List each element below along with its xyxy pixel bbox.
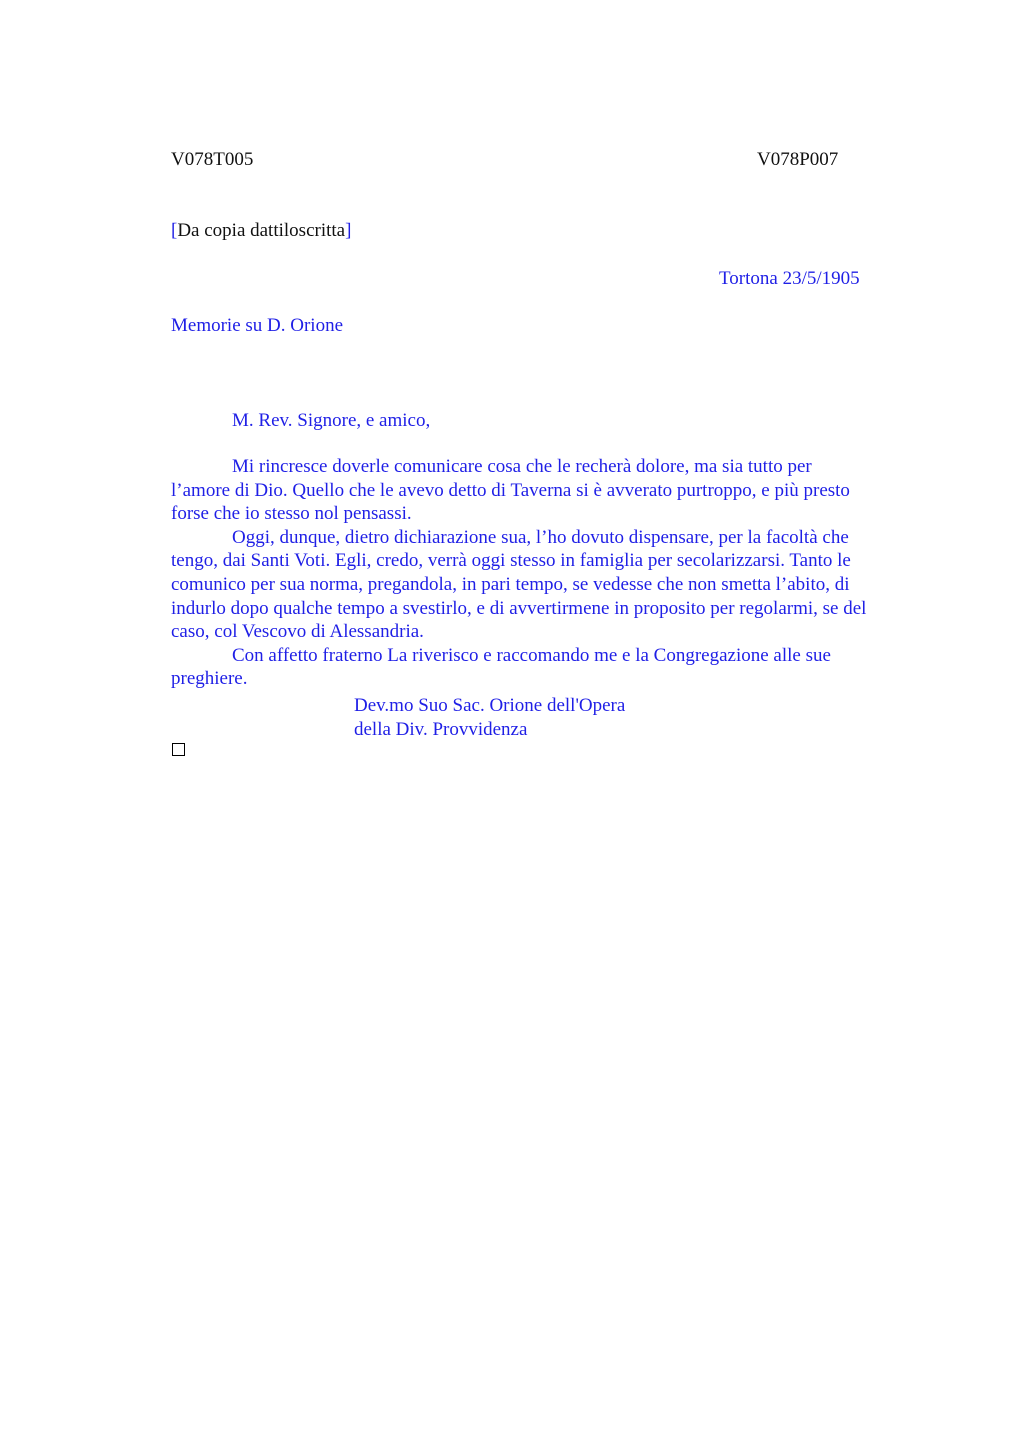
paragraph-2-line-1: Oggi, dunque, dietro dichiarazione sua, l’ho dovuto dispensare, per la facoltà che [232,526,849,548]
document-code-left: V078T005 [171,149,254,170]
paragraph-1-line-2: l’amore di Dio. Quello che le avevo detto di Taverna si è avverato purtroppo, e più presto [171,479,850,501]
signature-line-1: Dev.mo Suo Sac. Orione dell'Opera [354,695,626,716]
signature-line-2: della Div. Provvidenza [354,719,528,740]
paragraph-1 [171,455,931,526]
paragraph-2-line-3: comunico per sua norma, pregandola, in pari tempo, se vedesse che non smetta l’abito, di [171,573,850,595]
end-marker-box-icon [172,743,185,756]
paragraph-1-line-3: forse che io stesso nol pensassi. [171,503,412,525]
letter-body [171,455,931,691]
source-note-open-bracket: [ [171,220,178,241]
paragraph-3-line-1: Con affetto fraterno La riverisco e raccomando me e la Congregazione alle sue [232,644,831,666]
letter-date: Tortona 23/5/1905 [719,268,860,289]
source-note [171,221,351,240]
paragraph-3 [171,644,931,691]
paragraph-2 [171,526,931,644]
source-note-text: Da copia dattiloscritta [177,220,346,241]
paragraph-2-line-5: caso, col Vescovo di Alessandria. [171,621,424,643]
letter-salutation: M. Rev. Signore, e amico, [232,410,431,431]
paragraph-1-line-1: Mi rincresce doverle comunicare cosa che le recherà dolore, ma sia tutto per [232,456,812,477]
paragraph-3-line-2: preghiere. [171,668,248,690]
source-note-close-bracket: ] [345,220,352,241]
paragraph-2-line-4: indurlo dopo qualche tempo a svestirlo, e di avvertirmene in proposito per regolarmi, se del [171,597,867,619]
paragraph-2-line-2: tengo, dai Santi Voti. Egli, credo, verrà oggi stesso in famiglia per secolarizzarsi. Tanto le [171,550,851,572]
document-title: Memorie su D. Orione [171,315,344,336]
document-code-right: V078P007 [757,149,839,170]
